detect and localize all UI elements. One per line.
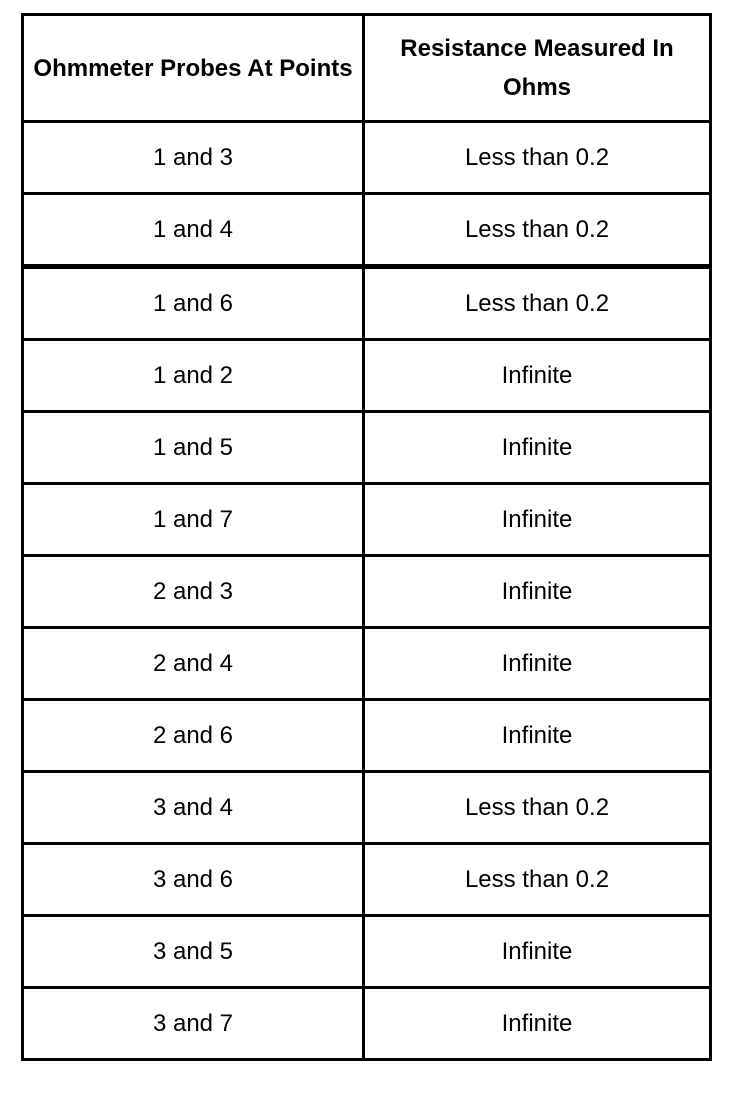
probe-points-cell: 1 and 6 xyxy=(23,267,364,340)
probe-points-cell: 2 and 4 xyxy=(23,628,364,700)
resistance-cell: Infinite xyxy=(364,916,711,988)
probe-points-cell: 3 and 6 xyxy=(23,844,364,916)
ohmmeter-resistance-table xyxy=(21,13,712,1061)
table-header-row xyxy=(23,15,711,122)
table-row xyxy=(23,700,711,772)
probe-points-cell: 2 and 6 xyxy=(23,700,364,772)
table-row xyxy=(23,556,711,628)
header-probe-points: Ohmmeter Probes At Points xyxy=(23,15,364,122)
table-row xyxy=(23,412,711,484)
probe-points-cell: 1 and 5 xyxy=(23,412,364,484)
probe-points-cell: 3 and 4 xyxy=(23,772,364,844)
resistance-cell: Infinite xyxy=(364,412,711,484)
table-row xyxy=(23,772,711,844)
resistance-cell: Less than 0.2 xyxy=(364,844,711,916)
table-row xyxy=(23,194,711,267)
resistance-cell: Less than 0.2 xyxy=(364,194,711,267)
probe-points-cell: 1 and 7 xyxy=(23,484,364,556)
table-row xyxy=(23,988,711,1060)
probe-points-cell: 3 and 5 xyxy=(23,916,364,988)
probe-points-cell: 1 and 3 xyxy=(23,122,364,194)
table-row xyxy=(23,267,711,340)
resistance-cell: Less than 0.2 xyxy=(364,267,711,340)
resistance-cell: Infinite xyxy=(364,340,711,412)
resistance-cell: Infinite xyxy=(364,484,711,556)
probe-points-cell: 1 and 2 xyxy=(23,340,364,412)
resistance-cell: Less than 0.2 xyxy=(364,122,711,194)
resistance-cell: Infinite xyxy=(364,988,711,1060)
resistance-cell: Infinite xyxy=(364,628,711,700)
table-row xyxy=(23,340,711,412)
resistance-cell: Infinite xyxy=(364,700,711,772)
resistance-cell: Infinite xyxy=(364,556,711,628)
probe-points-cell: 1 and 4 xyxy=(23,194,364,267)
table-row xyxy=(23,122,711,194)
probe-points-cell: 2 and 3 xyxy=(23,556,364,628)
table-row xyxy=(23,628,711,700)
resistance-table-container xyxy=(21,13,709,1061)
table-row xyxy=(23,844,711,916)
table-row xyxy=(23,484,711,556)
header-resistance-measured: Resistance Measured In Ohms xyxy=(364,15,711,122)
resistance-cell: Less than 0.2 xyxy=(364,772,711,844)
table-row xyxy=(23,916,711,988)
probe-points-cell: 3 and 7 xyxy=(23,988,364,1060)
